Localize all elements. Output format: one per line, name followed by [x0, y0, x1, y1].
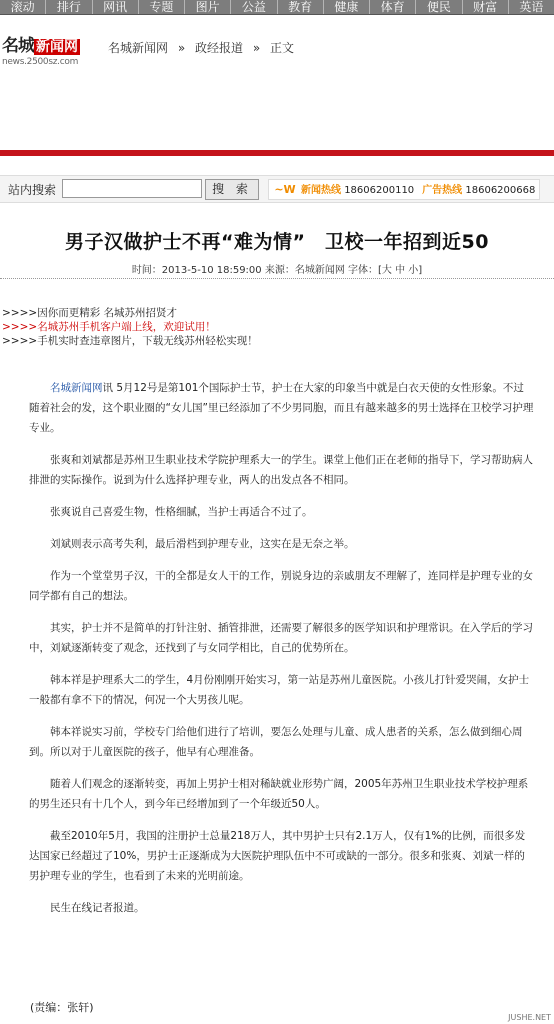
article-meta: 时间：2013-5-10 18:59:00 来源：名城新闻网 字体：[大 中 小] — [131, 265, 423, 276]
unicom-logo-icon: ~W — [274, 183, 296, 196]
promo-link[interactable]: >>>>因你而更精彩 名城苏州招贤才 — [2, 307, 178, 319]
article-title: 男子汉做护士不再“难为情” 卫校一年招到近50 — [65, 231, 489, 253]
nav-item[interactable]: 排行 — [46, 0, 92, 14]
nav-item[interactable]: 体育 — [370, 0, 416, 14]
dotted-divider — [0, 278, 554, 279]
article-paragraph: 张爽和刘斌都是苏州卫生职业技术学院护理系大一的学生。课堂上他们正在老师的指导下，学习帮助病人排泄的实际操作。说到为什么选择护理专业，两人的出发点各不相同。 — [29, 454, 533, 486]
nav-item[interactable]: 便民 — [416, 0, 462, 14]
article-paragraph: 民生在线记者报道。 — [50, 902, 145, 914]
article-paragraph: 随着人们观念的逐渐转变，再加上男护士相对稀缺就业形势广阔，2005年苏州卫生职业技术学校护理系的男生还只有十几个人，到今年已经增加到了一个年级近50人。 — [29, 778, 529, 810]
article-paragraph: 韩本祥是护理系大二的学生，4月份刚刚开始实习，第一站是苏州儿童医院。小孩儿打针爱哭闹，女护士一般都有拿不下的情况，何况一个大男孩儿呢。 — [29, 674, 530, 706]
header — [0, 15, 554, 67]
search-bar — [0, 175, 554, 203]
breadcrumb — [108, 39, 300, 56]
nav-item[interactable]: 财富 — [463, 0, 509, 14]
promo-link[interactable]: >>>>手机实时查违章图片，下载无线苏州轻松实现！ — [2, 335, 258, 347]
nav-item[interactable]: 图片 — [185, 0, 231, 14]
logo-url: news.2500sz.com — [2, 57, 79, 67]
search-label: 站内搜索 — [8, 183, 57, 197]
nav-item[interactable]: 滚动 — [0, 0, 46, 14]
editor-credit: (责编：张轩) — [30, 1001, 94, 1014]
watermark: JUSHE.NET — [508, 1013, 551, 1022]
nav-item[interactable]: 健康 — [324, 0, 370, 14]
promo-link[interactable]: >>>>名城苏州手机客户端上线，欢迎试用！ — [2, 321, 216, 333]
breadcrumb-home[interactable]: 名城新闻网 — [108, 41, 169, 55]
breadcrumb-sep: » — [177, 41, 186, 55]
ad-hotline-label: 广告热线 — [422, 185, 463, 196]
article-paragraph: 刘斌则表示高考失利，最后滑档到护理专业，这实在是无奈之举。 — [50, 538, 355, 550]
breadcrumb-sep: » — [252, 41, 261, 55]
article-body — [29, 378, 534, 930]
article-paragraph: 张爽说自己喜爱生物，性格细腻，当护士再适合不过了。 — [50, 506, 313, 518]
nav-item[interactable]: 教育 — [278, 0, 324, 14]
logo-name-a: 名城 — [2, 36, 34, 56]
top-nav — [0, 0, 554, 15]
logo-name-b: 新闻网 — [36, 39, 78, 55]
nav-item[interactable]: 英语 — [519, 0, 544, 14]
breadcrumb-section[interactable]: 政经报道 — [195, 41, 244, 55]
article-paragraph: 作为一个堂堂男子汉，干的全都是女人干的工作，别说身边的亲戚朋友不理解了，连同样是护理专业的女同学都有自己的想法。 — [29, 570, 533, 602]
article-paragraph: 截至2010年5月，我国的注册护士总量218万人，其中男护士只有2.1万人，仅有1%的比例，而很多发达国家已经超过了10%，男护士正逐渐成为大医院护理队伍中不可或缺的一部分。很多和张爽、刘斌一样的男护理专业的学生，也看到了未来的光明前途。 — [29, 830, 526, 882]
nav-item[interactable]: 专题 — [139, 0, 185, 14]
ad-hotline-number: 18606200668 — [465, 185, 536, 196]
source-link[interactable]: 名城新闻网 — [50, 382, 103, 394]
article-paragraph: 其实，护士并不是简单的打针注射、插管排泄，还需要了解很多的医学知识和护理常识。在入学后的学习中，刘斌逐渐转变了观念，还找到了与女同学相比，自己的优势所在。 — [29, 622, 533, 654]
article-lead — [29, 378, 534, 438]
promo-links — [2, 306, 258, 348]
news-hotline-number: 18606200110 — [344, 185, 415, 196]
nav-item[interactable]: 网讯 — [93, 0, 139, 14]
red-divider — [0, 150, 554, 156]
search-button[interactable]: 搜 索 — [205, 179, 259, 200]
site-logo[interactable] — [2, 31, 98, 67]
lead-text: 讯 5月12号是第101个国际护士节，护士在大家的印象当中就是白衣天使的女性形象。不过随着社会的发，这个职业圈的“女儿国”里已经添加了不少男同胞，而且有越来越多的男士选择在卫校学习护理专业。 — [29, 382, 534, 434]
news-hotline-label: 新闻热线 — [301, 185, 341, 196]
breadcrumb-current: 正文 — [270, 41, 295, 55]
search-input[interactable] — [62, 179, 202, 198]
hotline-banner[interactable] — [268, 179, 540, 200]
nav-item[interactable]: 公益 — [231, 0, 277, 14]
article-paragraph: 韩本祥说实习前，学校专门给他们进行了培训，要怎么处理与儿童、成人患者的关系，怎么做到细心周到。所以对于儿童医院的孩子，他早有心理准备。 — [29, 726, 523, 758]
